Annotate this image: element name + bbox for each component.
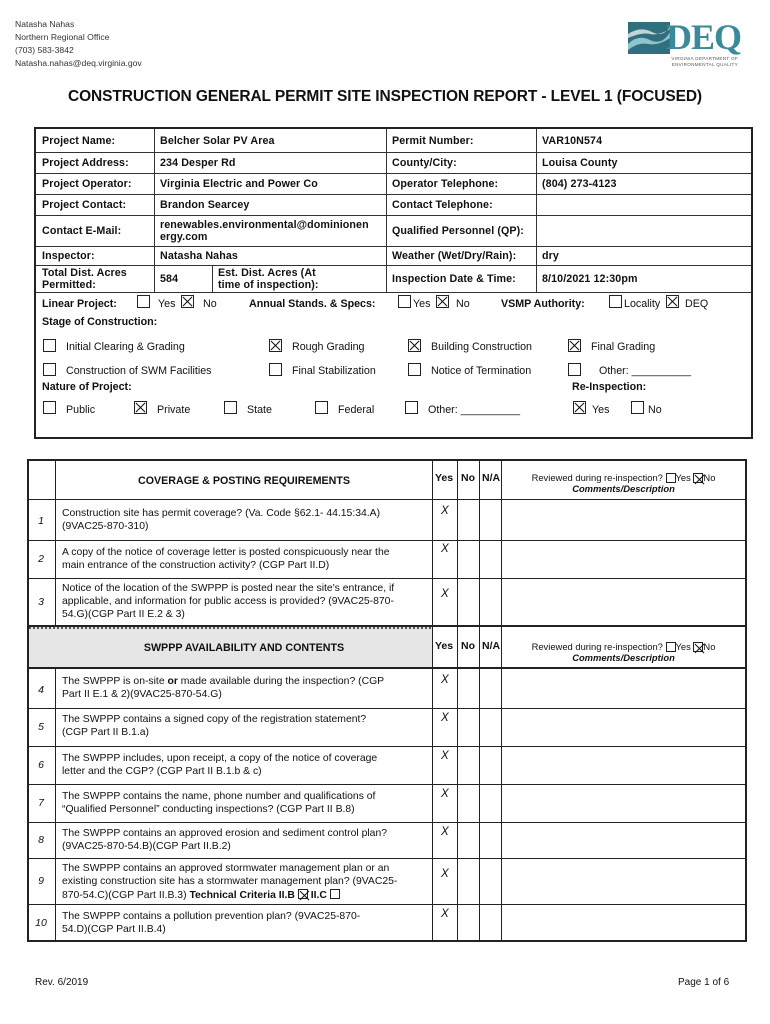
technical-criteria-iib-checkbox[interactable] bbox=[298, 889, 308, 899]
contact-value[interactable]: Brandon Searcey bbox=[160, 198, 250, 211]
table-row-question bbox=[62, 713, 366, 739]
comments-header-2: Comments/Description bbox=[572, 652, 675, 663]
col-na-header-2: N/A bbox=[482, 640, 501, 652]
office-name: Northern Regional Office bbox=[15, 32, 110, 42]
q-line: Notice of the location of the SWPPP is posted near the site's entrance, if bbox=[62, 583, 395, 594]
operator-phone-label: Operator Telephone: bbox=[392, 177, 499, 190]
inspector-value[interactable]: Natasha Nahas bbox=[160, 249, 238, 262]
row-number: 7 bbox=[38, 797, 44, 809]
weather-label: Weather (Wet/Dry/Rain): bbox=[392, 249, 517, 262]
table-row-question bbox=[62, 752, 377, 778]
stage-other-checkbox[interactable] bbox=[568, 363, 581, 376]
row-number: 5 bbox=[38, 721, 44, 733]
col-no-header-2: No bbox=[461, 640, 475, 652]
col-no-header-1: No bbox=[461, 472, 475, 484]
q-line: Part II E.1 & 2)(9VAC25-870-54.G) bbox=[62, 689, 222, 700]
linear-yes-checkbox[interactable] bbox=[137, 295, 150, 308]
page-number: Page 1 of 6 bbox=[678, 977, 730, 988]
revision-label: Rev. 6/2019 bbox=[35, 977, 89, 988]
stage-final-grading-label: Final Grading bbox=[591, 341, 656, 353]
q-line: Construction site has permit coverage? (Va. Code §62.1- 44.15:34.A) bbox=[62, 508, 381, 519]
q-line: existing construction site has a stormwater management plan? (9VAC25- bbox=[62, 876, 398, 887]
nature-other-label: Other: __________ bbox=[428, 404, 521, 416]
stage-final-stabilization-label: Final Stabilization bbox=[292, 365, 376, 377]
permit-number-label: Permit Number: bbox=[392, 134, 474, 147]
vsmp-locality-label: Locality bbox=[624, 298, 661, 310]
linear-no-label: No bbox=[203, 298, 217, 310]
reviewed-no-checkbox-1[interactable] bbox=[693, 473, 703, 483]
project-name-label: Project Name: bbox=[42, 134, 116, 147]
q-line: A copy of the notice of coverage letter is posted conspicuously near the bbox=[62, 547, 390, 558]
yes-mark[interactable]: X bbox=[441, 543, 449, 555]
yes-mark[interactable]: X bbox=[441, 750, 449, 762]
reviewed-no-label-1: No bbox=[703, 472, 716, 483]
q-line: The SWPPP contains an approved stormwater management plan or an bbox=[62, 863, 390, 874]
reinspection-no-checkbox[interactable] bbox=[631, 401, 644, 414]
linear-yes-label: Yes bbox=[158, 298, 176, 310]
project-address-label: Project Address: bbox=[42, 156, 129, 169]
technical-criteria-iic-checkbox[interactable] bbox=[330, 889, 340, 899]
stage-initial-clearing-checkbox[interactable] bbox=[43, 339, 56, 352]
contact-email-line2: ergy.com bbox=[160, 230, 208, 243]
report-title: CONSTRUCTION GENERAL PERMIT SITE INSPECTION REPORT - LEVEL 1 (FOCUSED) bbox=[67, 88, 702, 105]
yes-mark[interactable]: X bbox=[441, 712, 449, 724]
table-row-question bbox=[62, 862, 397, 902]
q-line bbox=[62, 675, 384, 688]
total-acres-value[interactable]: 584 bbox=[160, 272, 179, 285]
nature-private-label: Private bbox=[157, 404, 191, 416]
q-line: 54.D)(CGP Part II.B.4) bbox=[62, 924, 166, 935]
inspector-email: Natasha.nahas@deq.virginia.gov bbox=[15, 58, 142, 68]
nature-label: Nature of Project: bbox=[42, 381, 132, 393]
row-number: 9 bbox=[38, 875, 44, 887]
row-number: 8 bbox=[38, 834, 44, 846]
linear-no-checkbox[interactable] bbox=[181, 295, 194, 308]
q-line: (9VAC25-870-310) bbox=[62, 521, 149, 532]
operator-phone-value[interactable]: (804) 273-4123 bbox=[542, 177, 617, 190]
yes-mark[interactable]: X bbox=[441, 826, 449, 838]
row-number: 3 bbox=[38, 596, 44, 608]
q-line: main entrance of the construction activity? (CGP Part II.D) bbox=[62, 560, 330, 571]
reviewed-yes-checkbox-2[interactable] bbox=[666, 642, 676, 652]
technical-criteria-iic: II.C bbox=[310, 890, 327, 901]
col-yes-header-1: Yes bbox=[435, 472, 454, 484]
date-label: Inspection Date & Time: bbox=[392, 272, 516, 285]
stage-rough-grading-label: Rough Grading bbox=[292, 341, 365, 353]
stage-swm-facilities-checkbox[interactable] bbox=[43, 363, 56, 376]
contact-label: Project Contact: bbox=[42, 198, 127, 211]
nature-state-checkbox[interactable] bbox=[224, 401, 237, 414]
table-row-question bbox=[62, 675, 384, 701]
deq-logo bbox=[626, 17, 742, 68]
vsmp-locality-checkbox[interactable] bbox=[609, 295, 622, 308]
stage-termination-label: Notice of Termination bbox=[431, 365, 532, 377]
logo-sub1: VIRGINIA DEPARTMENT OF bbox=[671, 56, 738, 61]
yes-mark[interactable]: X bbox=[441, 868, 449, 880]
yes-mark[interactable]: X bbox=[441, 505, 449, 517]
county-label: County/City: bbox=[392, 156, 457, 169]
q-line: The SWPPP includes, upon receipt, a copy of the notice of coverage bbox=[62, 753, 378, 764]
stage-building-construction-label: Building Construction bbox=[431, 341, 532, 353]
est-acres-label bbox=[212, 265, 327, 292]
q-line bbox=[62, 888, 397, 902]
q-line: The SWPPP contains an approved erosion and sediment control plan? bbox=[62, 828, 388, 839]
yes-mark[interactable]: X bbox=[441, 588, 449, 600]
section-swppp-title: SWPPP AVAILABILITY AND CONTENTS bbox=[143, 642, 345, 654]
q-line: “Qualified Personnel” conducting inspections? (CGP Part II B.8) bbox=[62, 804, 355, 815]
nature-public-label: Public bbox=[66, 404, 96, 416]
date-value[interactable]: 8/10/2021 12:30pm bbox=[542, 272, 638, 285]
annual-specs-label: Annual Stands. & Specs: bbox=[249, 298, 376, 310]
reviewed-reinspection-2 bbox=[502, 640, 745, 663]
stage-other-label: Other: __________ bbox=[599, 365, 692, 377]
linear-project-label: Linear Project: bbox=[42, 298, 117, 310]
table-row-question bbox=[62, 910, 360, 936]
vsmp-label: VSMP Authority: bbox=[501, 298, 585, 310]
inspector-name: Natasha Nahas bbox=[15, 19, 75, 29]
inspector-label: Inspector: bbox=[42, 249, 95, 262]
nature-other-checkbox[interactable] bbox=[405, 401, 418, 414]
stage-label: Stage of Construction: bbox=[42, 316, 158, 328]
stage-initial-clearing-label: Initial Clearing & Grading bbox=[66, 341, 185, 353]
project-address-value[interactable]: 234 Desper Rd bbox=[160, 156, 236, 169]
stage-rough-grading-checkbox[interactable] bbox=[269, 339, 282, 352]
annual-yes-label: Yes bbox=[413, 298, 431, 310]
nature-federal-label: Federal bbox=[338, 404, 375, 416]
weather-value[interactable]: dry bbox=[542, 249, 559, 262]
nature-private-checkbox[interactable] bbox=[134, 401, 147, 414]
reviewed-yes-checkbox-1[interactable] bbox=[666, 473, 676, 483]
reinspection-label: Re-Inspection: bbox=[572, 381, 647, 393]
annual-yes-checkbox[interactable] bbox=[398, 295, 411, 308]
annual-no-checkbox[interactable] bbox=[436, 295, 449, 308]
yes-mark[interactable]: X bbox=[441, 788, 449, 800]
q-text: 870-54.C)(CGP Part II.B.3) bbox=[62, 890, 190, 901]
yes-mark[interactable]: X bbox=[441, 674, 449, 686]
header-contact bbox=[15, 18, 142, 70]
comments-header-1: Comments/Description bbox=[572, 483, 675, 494]
col-yes-header-2: Yes bbox=[435, 640, 454, 652]
reinspection-yes-label: Yes bbox=[592, 404, 610, 416]
q-text: The SWPPP is on-site bbox=[62, 676, 168, 687]
row-number: 4 bbox=[38, 684, 44, 696]
table-row-question bbox=[62, 827, 387, 853]
deq-wave-icon bbox=[628, 22, 670, 54]
table-row-question bbox=[62, 790, 375, 816]
q-line: (CGP Part II B.1.a) bbox=[62, 727, 150, 738]
qp-label: Qualified Personnel (QP): bbox=[392, 224, 524, 237]
contact-email-value[interactable] bbox=[154, 215, 386, 246]
deq-logo-text: DEQ bbox=[666, 17, 742, 57]
reviewed-text-2: Reviewed during re-inspection? bbox=[531, 641, 663, 652]
q-line: The SWPPP contains a pollution prevention plan? (9VAC25-870- bbox=[62, 911, 361, 922]
operator-value[interactable]: Virginia Electric and Power Co bbox=[160, 177, 318, 190]
nature-federal-checkbox[interactable] bbox=[315, 401, 328, 414]
reviewed-no-checkbox-2[interactable] bbox=[693, 642, 703, 652]
reinspection-yes-checkbox[interactable] bbox=[573, 401, 586, 414]
yes-mark[interactable]: X bbox=[441, 908, 449, 920]
stage-final-grading-checkbox[interactable] bbox=[568, 339, 581, 352]
reviewed-no-label-2: No bbox=[703, 641, 716, 652]
county-value[interactable]: Louisa County bbox=[542, 156, 618, 169]
vsmp-deq-label: DEQ bbox=[685, 298, 709, 310]
section-coverage-title: COVERAGE & POSTING REQUIREMENTS bbox=[138, 475, 350, 487]
technical-criteria-iib: Technical Criteria II.B bbox=[189, 890, 295, 901]
reviewed-text-1: Reviewed during re-inspection? bbox=[531, 472, 663, 483]
est-acres-label-2: time of inspection): bbox=[218, 278, 319, 291]
row-number: 6 bbox=[38, 759, 44, 771]
project-name-value[interactable]: Belcher Solar PV Area bbox=[160, 134, 275, 147]
table-row-question bbox=[62, 507, 380, 533]
reviewed-reinspection-1 bbox=[502, 471, 745, 494]
contact-email-label: Contact E-Mail: bbox=[42, 224, 122, 237]
project-info-box bbox=[34, 127, 753, 439]
row-number: 2 bbox=[38, 553, 44, 565]
est-acres-value[interactable] bbox=[327, 265, 386, 292]
annual-no-label: No bbox=[456, 298, 470, 310]
q-line: applicable, and information for public access is provided? (9VAC25-870- bbox=[62, 596, 394, 607]
vsmp-deq-checkbox[interactable] bbox=[666, 295, 679, 308]
q-line: The SWPPP contains a signed copy of the registration statement? bbox=[62, 714, 367, 725]
nature-public-checkbox[interactable] bbox=[43, 401, 56, 414]
reinspection-no-label: No bbox=[648, 404, 662, 416]
q-line: letter and the CGP? (CGP Part II B.1.b & c) bbox=[62, 766, 262, 777]
q-line: (9VAC25-870-54.B)(CGP Part II.B.2) bbox=[62, 841, 231, 852]
q-text: made available during the inspection? (CGP bbox=[177, 676, 385, 687]
operator-label: Project Operator: bbox=[42, 177, 132, 190]
stage-final-stabilization-checkbox[interactable] bbox=[269, 363, 282, 376]
row-number: 1 bbox=[38, 515, 44, 527]
total-acres-label-2: Permitted: bbox=[42, 278, 96, 291]
table-row-question bbox=[62, 546, 390, 572]
reviewed-yes-label-2: Yes bbox=[675, 641, 691, 652]
reviewed-yes-label-1: Yes bbox=[675, 472, 691, 483]
contact-phone-label: Contact Telephone: bbox=[392, 198, 493, 211]
total-acres-label-1: Total Dist. Acres bbox=[42, 266, 127, 279]
contact-phone-value[interactable] bbox=[536, 194, 751, 215]
qp-value[interactable] bbox=[536, 215, 751, 246]
est-acres-label-1: Est. Dist. Acres (At bbox=[218, 266, 316, 279]
permit-number-value[interactable]: VAR10N574 bbox=[542, 134, 603, 147]
stage-building-construction-checkbox[interactable] bbox=[408, 339, 421, 352]
total-acres-label bbox=[36, 265, 154, 292]
q-line: The SWPPP contains the name, phone number and qualifications of bbox=[62, 791, 376, 802]
logo-sub2: ENVIRONMENTAL QUALITY bbox=[671, 61, 738, 67]
row-number: 10 bbox=[35, 917, 47, 929]
deq-logo-subtitle bbox=[626, 56, 738, 67]
table-row-question bbox=[62, 582, 394, 621]
stage-swm-facilities-label: Construction of SWM Facilities bbox=[66, 365, 212, 377]
col-na-header-1: N/A bbox=[482, 472, 501, 484]
contact-email-line1: renewables.environmental@dominionen bbox=[160, 218, 369, 231]
q-line: 54.G)(CGP Part II E.2 & 3) bbox=[62, 609, 185, 620]
office-phone: (703) 583-3842 bbox=[15, 45, 74, 55]
q-emphasis: or bbox=[167, 676, 178, 687]
nature-state-label: State bbox=[247, 404, 272, 416]
stage-termination-checkbox[interactable] bbox=[408, 363, 421, 376]
